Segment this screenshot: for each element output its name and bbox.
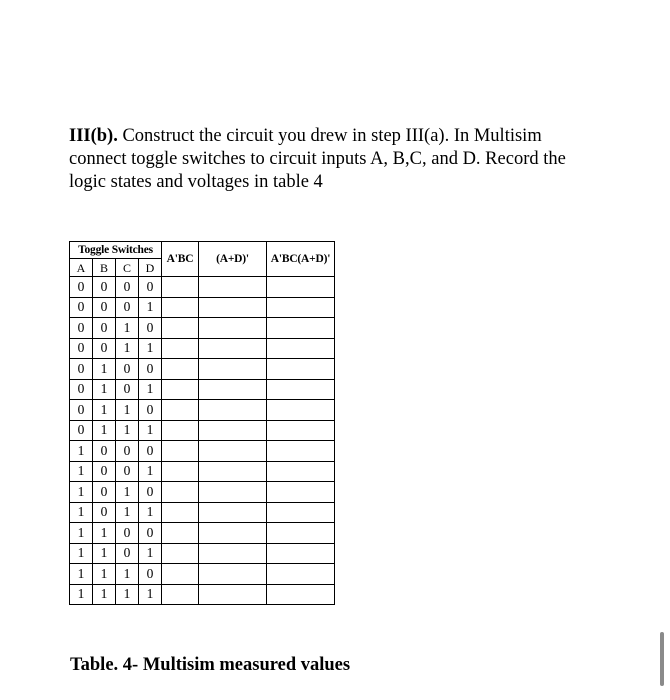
output-cell[interactable] xyxy=(162,277,199,298)
input-cell: 0 xyxy=(116,543,139,564)
output-cell[interactable] xyxy=(162,338,199,359)
input-cell: 0 xyxy=(116,277,139,298)
input-cell: 0 xyxy=(139,564,162,585)
output-cell[interactable] xyxy=(267,461,335,482)
output-cell[interactable] xyxy=(267,420,335,441)
truth-table xyxy=(69,241,335,605)
input-cell: 0 xyxy=(139,318,162,339)
output-cell[interactable] xyxy=(199,564,267,585)
output-cell[interactable] xyxy=(199,523,267,544)
output-cell[interactable] xyxy=(162,523,199,544)
output-cell[interactable] xyxy=(199,482,267,503)
input-cell: 0 xyxy=(116,461,139,482)
output-cell[interactable] xyxy=(267,564,335,585)
input-cell: 1 xyxy=(116,482,139,503)
input-cell: 1 xyxy=(70,584,93,605)
table-header-row xyxy=(70,242,335,259)
table-row xyxy=(70,297,335,318)
toggle-switches-header: Toggle Switches xyxy=(70,242,162,259)
output-cell[interactable] xyxy=(267,400,335,421)
table-row xyxy=(70,461,335,482)
input-cell: 1 xyxy=(70,461,93,482)
output-cell[interactable] xyxy=(199,502,267,523)
output-cell[interactable] xyxy=(267,359,335,380)
output-cell[interactable] xyxy=(162,584,199,605)
table-row xyxy=(70,482,335,503)
input-cell: 0 xyxy=(139,400,162,421)
input-cell: 1 xyxy=(139,461,162,482)
scrollbar-thumb[interactable] xyxy=(660,632,664,686)
output-cell[interactable] xyxy=(267,441,335,462)
table-row xyxy=(70,338,335,359)
input-cell: 0 xyxy=(93,338,116,359)
input-cell: 1 xyxy=(139,502,162,523)
input-cell: 0 xyxy=(116,441,139,462)
output-cell[interactable] xyxy=(162,461,199,482)
input-d-header: D xyxy=(139,259,162,277)
output-cell[interactable] xyxy=(199,461,267,482)
input-a-header: A xyxy=(70,259,93,277)
input-cell: 0 xyxy=(93,277,116,298)
output-cell[interactable] xyxy=(267,523,335,544)
instructions-line-1-text: Construct the circuit you drew in step III(a). In Multisim xyxy=(117,126,542,146)
output-cell[interactable] xyxy=(267,502,335,523)
output-cell[interactable] xyxy=(162,482,199,503)
output-cell[interactable] xyxy=(199,584,267,605)
input-cell: 1 xyxy=(70,523,93,544)
input-cell: 0 xyxy=(116,379,139,400)
table-row xyxy=(70,379,335,400)
input-cell: 0 xyxy=(70,379,93,400)
input-cell: 0 xyxy=(70,400,93,421)
input-cell: 1 xyxy=(70,482,93,503)
a-plus-d-header: (A+D)' xyxy=(199,242,267,277)
input-cell: 1 xyxy=(139,543,162,564)
output-cell[interactable] xyxy=(162,359,199,380)
table-row xyxy=(70,420,335,441)
output-cell[interactable] xyxy=(267,482,335,503)
output-cell[interactable] xyxy=(267,338,335,359)
output-cell[interactable] xyxy=(199,277,267,298)
output-cell[interactable] xyxy=(267,318,335,339)
output-cell[interactable] xyxy=(199,359,267,380)
output-cell[interactable] xyxy=(199,543,267,564)
input-cell: 0 xyxy=(116,359,139,380)
input-cell: 0 xyxy=(139,482,162,503)
input-cell: 1 xyxy=(70,502,93,523)
input-cell: 1 xyxy=(116,502,139,523)
output-cell[interactable] xyxy=(267,277,335,298)
input-cell: 0 xyxy=(139,441,162,462)
output-cell[interactable] xyxy=(199,297,267,318)
input-cell: 0 xyxy=(70,359,93,380)
input-cell: 0 xyxy=(93,297,116,318)
input-cell: 1 xyxy=(116,318,139,339)
input-cell: 1 xyxy=(139,379,162,400)
input-cell: 0 xyxy=(139,277,162,298)
input-cell: 1 xyxy=(70,441,93,462)
output-cell[interactable] xyxy=(267,379,335,400)
input-cell: 1 xyxy=(93,379,116,400)
input-cell: 1 xyxy=(139,297,162,318)
input-cell: 0 xyxy=(116,297,139,318)
full-expression-header: A'BC(A+D)' xyxy=(267,242,335,277)
output-cell[interactable] xyxy=(199,441,267,462)
input-c-header: C xyxy=(116,259,139,277)
input-cell: 1 xyxy=(139,338,162,359)
input-cell: 1 xyxy=(116,420,139,441)
input-cell: 1 xyxy=(70,543,93,564)
input-cell: 1 xyxy=(116,564,139,585)
output-cell[interactable] xyxy=(267,297,335,318)
input-cell: 1 xyxy=(93,523,116,544)
output-cell[interactable] xyxy=(162,543,199,564)
input-cell: 0 xyxy=(70,318,93,339)
output-cell[interactable] xyxy=(199,379,267,400)
table-row xyxy=(70,318,335,339)
input-cell: 0 xyxy=(93,482,116,503)
step-label: III(b). xyxy=(69,126,118,146)
input-cell: 0 xyxy=(93,441,116,462)
input-cell: 0 xyxy=(116,523,139,544)
instructions-line-3: logic states and voltages in table 4 xyxy=(69,172,323,192)
input-cell: 0 xyxy=(93,461,116,482)
output-cell[interactable] xyxy=(162,318,199,339)
instructions-paragraph xyxy=(69,125,629,194)
table-row xyxy=(70,584,335,605)
output-cell[interactable] xyxy=(162,379,199,400)
output-cell[interactable] xyxy=(162,420,199,441)
input-cell: 0 xyxy=(70,338,93,359)
instructions-line-1 xyxy=(69,125,629,148)
input-cell: 0 xyxy=(93,502,116,523)
output-cell[interactable] xyxy=(162,502,199,523)
input-cell: 0 xyxy=(93,318,116,339)
input-cell: 1 xyxy=(93,359,116,380)
table-row xyxy=(70,359,335,380)
output-cell[interactable] xyxy=(162,441,199,462)
table-row xyxy=(70,441,335,462)
input-cell: 1 xyxy=(116,400,139,421)
output-cell[interactable] xyxy=(162,297,199,318)
output-cell[interactable] xyxy=(199,338,267,359)
input-b-header: B xyxy=(93,259,116,277)
table-row xyxy=(70,523,335,544)
abc-header: A'BC xyxy=(162,242,199,277)
input-cell: 1 xyxy=(139,584,162,605)
input-cell: 0 xyxy=(70,420,93,441)
input-cell: 1 xyxy=(70,564,93,585)
table-caption: Table. 4- Multisim measured values xyxy=(70,655,351,675)
input-cell: 0 xyxy=(139,359,162,380)
input-cell: 1 xyxy=(93,420,116,441)
output-cell[interactable] xyxy=(199,400,267,421)
table-row xyxy=(70,564,335,585)
table-row xyxy=(70,502,335,523)
input-cell: 0 xyxy=(139,523,162,544)
output-cell[interactable] xyxy=(199,420,267,441)
output-cell[interactable] xyxy=(267,584,335,605)
instructions-line-2: connect toggle switches to circuit inputs A, B,C, and D. Record the xyxy=(69,149,566,169)
output-cell[interactable] xyxy=(162,400,199,421)
input-cell: 1 xyxy=(116,584,139,605)
input-cell: 1 xyxy=(93,584,116,605)
output-cell[interactable] xyxy=(267,543,335,564)
output-cell[interactable] xyxy=(199,318,267,339)
input-cell: 0 xyxy=(70,277,93,298)
output-cell[interactable] xyxy=(162,564,199,585)
input-cell: 1 xyxy=(93,400,116,421)
input-cell: 1 xyxy=(139,420,162,441)
table-row xyxy=(70,277,335,298)
table-row xyxy=(70,400,335,421)
table-row xyxy=(70,543,335,564)
input-cell: 0 xyxy=(70,297,93,318)
input-cell: 1 xyxy=(116,338,139,359)
input-cell: 1 xyxy=(93,543,116,564)
input-cell: 1 xyxy=(93,564,116,585)
